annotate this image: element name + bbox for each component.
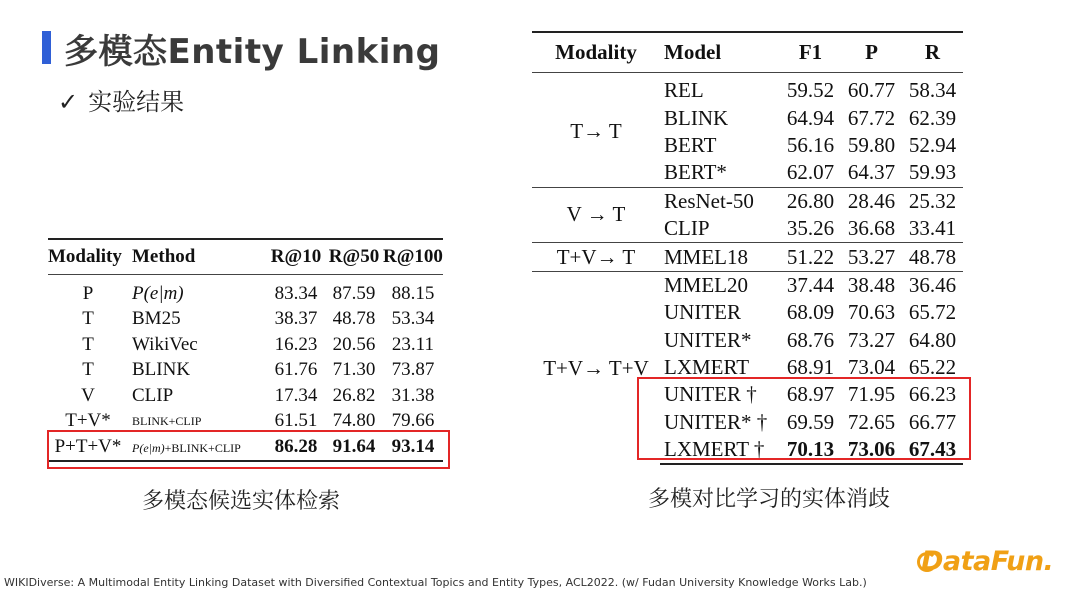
header-r10: R@10: [267, 239, 325, 275]
cell-r100: 73.87: [391, 359, 435, 381]
cell-r50: 20.56: [332, 333, 376, 355]
cell-method: P(e|m): [132, 282, 184, 304]
cell-r10: 16.23: [274, 333, 318, 355]
cell-r: 52.94: [908, 132, 957, 157]
cell-r50: 26.82: [332, 384, 376, 406]
page-title: 多模态Entity Linking: [64, 32, 441, 72]
cell-r10: 38.37: [274, 308, 318, 330]
cell-model: LXMERT †: [660, 436, 780, 464]
cell-model: MMEL18: [660, 243, 780, 271]
cell-r: 66.77: [908, 409, 957, 434]
cell-f1: 70.13: [780, 436, 841, 464]
cell-p: 73.04: [847, 355, 896, 380]
cell-r10: 83.34: [274, 282, 318, 304]
highlight-box-right: [637, 377, 971, 460]
cell-r: 48.78: [902, 243, 963, 271]
cell-modality: T: [82, 359, 94, 381]
cell-f1: 37.44: [780, 271, 841, 299]
cell-r100: 23.11: [391, 333, 434, 355]
cell-p: 53.27: [841, 243, 902, 271]
header-model: Model: [660, 32, 780, 73]
cell-p: 60.77: [847, 78, 896, 103]
cell-f1: 56.16: [786, 132, 835, 157]
cell-model: BERT: [664, 132, 717, 157]
cell-model: LXMERT: [664, 355, 750, 380]
table-row: [532, 73, 963, 105]
cell-r100: 53.34: [391, 308, 435, 330]
cell-model: REL: [664, 78, 704, 103]
cell-method: BLINK+CLIP: [132, 413, 202, 428]
cell-p: 64.37: [847, 160, 896, 185]
datafun-logo: DataFun.: [921, 546, 1054, 577]
cell-model: BERT*: [664, 160, 727, 185]
cell-p: 38.48: [841, 271, 902, 299]
cell-f1: 62.07: [786, 160, 835, 185]
cell-method: WikiVec: [132, 333, 198, 355]
cell-p: 59.80: [847, 132, 896, 157]
cell-r: 59.93: [908, 160, 957, 185]
cell-modality: T+V*: [65, 410, 111, 432]
cell-p: 71.95: [847, 382, 896, 407]
header-modality: Modality: [532, 32, 660, 73]
cell-r10: 61.51: [274, 410, 318, 432]
table-row: [532, 187, 963, 215]
cell-r: 65.72: [908, 300, 957, 325]
cell-modality: T: [82, 333, 94, 355]
cell-r50: 87.59: [332, 282, 376, 304]
cell-method: BM25: [132, 308, 181, 330]
cell-model: MMEL20: [660, 271, 780, 299]
table-row: [48, 307, 443, 333]
cell-model: UNITER*: [664, 327, 752, 352]
cell-r: 67.43: [902, 436, 963, 464]
cell-model: UNITER: [664, 300, 741, 325]
title-accent-bar: [42, 31, 51, 64]
cell-r10: 17.34: [274, 384, 318, 406]
cell-f1: 68.76: [786, 327, 835, 352]
cell-method: CLIP: [132, 384, 174, 406]
cell-modality: P+T+V*: [48, 434, 128, 461]
header-r50: R@50: [325, 239, 383, 275]
header-f1: F1: [780, 32, 841, 73]
cell-r100: 79.66: [391, 410, 435, 432]
cell-p: 73.27: [847, 327, 896, 352]
cell-p: 70.63: [847, 300, 896, 325]
subtitle: [58, 82, 184, 117]
cell-modality: V: [81, 384, 95, 406]
cell-p: 36.68: [847, 216, 896, 241]
table-row: [48, 383, 443, 409]
cell-f1: 68.97: [786, 382, 835, 407]
cell-p: 72.65: [847, 409, 896, 434]
cell-r: 64.80: [908, 327, 957, 352]
header-modality: Modality: [48, 239, 128, 275]
table-row: [48, 358, 443, 384]
cell-f1: 35.26: [786, 216, 835, 241]
highlight-box-left: [47, 430, 450, 469]
cell-model: ResNet-50: [660, 187, 780, 215]
cell-modality: T+V→ T: [532, 243, 660, 271]
cell-r50: 91.64: [325, 434, 383, 461]
cell-modality: P: [82, 282, 94, 304]
cell-p: 67.72: [847, 105, 896, 130]
header-method: Method: [128, 239, 267, 275]
cell-modality: T+V→ T+V: [532, 271, 660, 464]
cell-f1: 64.94: [786, 105, 835, 130]
cell-p: 28.46: [841, 187, 902, 215]
footer-citation: WIKIDiverse: A Multimodal Entity Linking Dataset with Diversified Contextual Topics and Entity Types, ACL2022. (w/ Fudan University Knowledge Works Lab.): [4, 576, 867, 589]
cell-model: CLIP: [664, 216, 710, 241]
cell-method: BLINK: [132, 359, 191, 381]
cell-f1: 68.09: [786, 300, 835, 325]
cell-r: 65.22: [908, 355, 957, 380]
cell-model: UNITER †: [664, 382, 757, 407]
cell-modality: V → T: [532, 187, 660, 243]
cell-r: 33.41: [908, 216, 957, 241]
cell-r50: 74.80: [332, 410, 376, 432]
cell-f1: 69.59: [786, 409, 835, 434]
cell-r10: 86.28: [267, 434, 325, 461]
header-r: R: [902, 32, 963, 73]
cell-model: UNITER* †: [664, 409, 768, 434]
cell-r50: 71.30: [332, 359, 376, 381]
method-suffix: +BLINK+CLIP: [164, 440, 241, 455]
cell-r100: 93.14: [383, 434, 443, 461]
table-row: [48, 332, 443, 358]
cell-r: 66.23: [908, 382, 957, 407]
subtitle-text: 实验结果: [88, 88, 185, 116]
table-row: [532, 271, 963, 299]
cell-r100: 88.15: [391, 282, 435, 304]
cell-r: 36.46: [902, 271, 963, 299]
caption-right: 多模对比学习的实体消歧: [648, 487, 891, 512]
retrieval-results-table: [48, 238, 443, 462]
cell-f1: 68.91: [786, 355, 835, 380]
cell-r: 62.39: [908, 105, 957, 130]
cell-f1: 26.80: [780, 187, 841, 215]
cell-r50: 48.78: [332, 308, 376, 330]
cell-modality: T: [82, 308, 94, 330]
cell-p: 73.06: [841, 436, 902, 464]
check-icon: ✓: [58, 88, 79, 116]
cell-f1: 51.22: [780, 243, 841, 271]
cell-model: BLINK: [664, 105, 729, 130]
table-row: [48, 275, 443, 307]
cell-r100: 31.38: [391, 384, 435, 406]
cell-f1: 59.52: [786, 78, 835, 103]
header-p: P: [841, 32, 902, 73]
cell-r: 25.32: [902, 187, 963, 215]
cell-modality: T→ T: [570, 119, 622, 144]
cell-r10: 61.76: [274, 359, 318, 381]
caption-left: 多模态候选实体检索: [142, 489, 341, 514]
header-r100: R@100: [383, 239, 443, 275]
method-prefix: P(e|m): [132, 440, 165, 455]
table-row: [532, 243, 963, 271]
cell-r: 58.34: [908, 78, 957, 103]
